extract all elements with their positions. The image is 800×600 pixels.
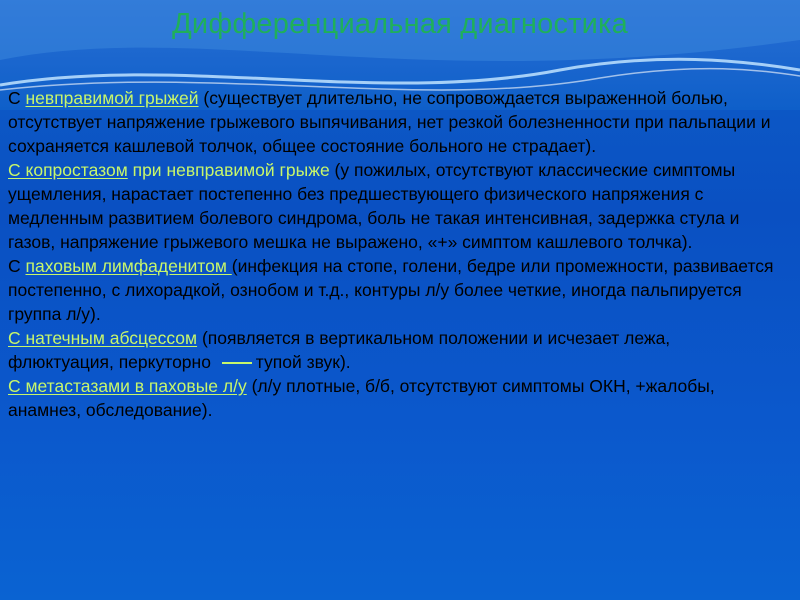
arrow-dash	[222, 362, 252, 364]
slide-title: Дифференциальная диагностика	[172, 8, 628, 40]
paragraph-coprostasis	[8, 158, 778, 254]
description: (у пожилых, отсутствуют классические симптомы ущемления, нарастает постепенно без предшествующего физического напряжения с медленным развитием болевого синдрома, боль не такая интенсивная, задержка стула и газов, напряжение грыжевого мешка не выражено, «+» симптом кашлевого толчка).	[8, 160, 740, 252]
paragraph-cold-abscess	[8, 326, 778, 374]
paragraph-metastases	[8, 374, 778, 422]
paragraph-inguinal-lymphadenitis	[8, 254, 778, 326]
description: (существует длительно, не сопровождается выраженной болью, отсутствует напряжение грыжевого выпячивания, нет резкой болезненности при пальпации и сохраняется кашлевой толчок, общее состояние больного не страдает).	[8, 88, 771, 156]
term-irreducible-hernia: невправимой грыжей	[25, 88, 199, 108]
term-cold-abscess: С натечным абсцессом	[8, 328, 198, 348]
term-metastases: С метастазами в паховые л/у	[8, 376, 247, 396]
slide-content	[8, 86, 778, 422]
prefix: С	[8, 256, 26, 276]
description: (л/у плотные, б/б, отсутствуют симптомы ОКН, +жалобы, анамнез, обследование).	[8, 376, 715, 420]
term-coprostasis: С копростазом	[8, 160, 128, 180]
term-coprostasis-context: при невправимой грыже	[127, 160, 330, 180]
paragraph-irreducible-hernia	[8, 86, 778, 158]
description: (появляется в вертикальном положении и исчезает лежа, флюктуация, перкуторно	[8, 328, 671, 372]
prefix: С	[8, 88, 26, 108]
description: (инфекция на стопе, голени, бедре или промежности, развивается постепенно, с лихорадкой, ознобом и т.д., контуры л/у более четкие, иногда пальпируется группа л/у).	[8, 256, 774, 324]
description-end: тупой звук).	[255, 352, 351, 372]
term-inguinal-lymphadenitis: паховым лимфаденитом	[25, 256, 232, 276]
